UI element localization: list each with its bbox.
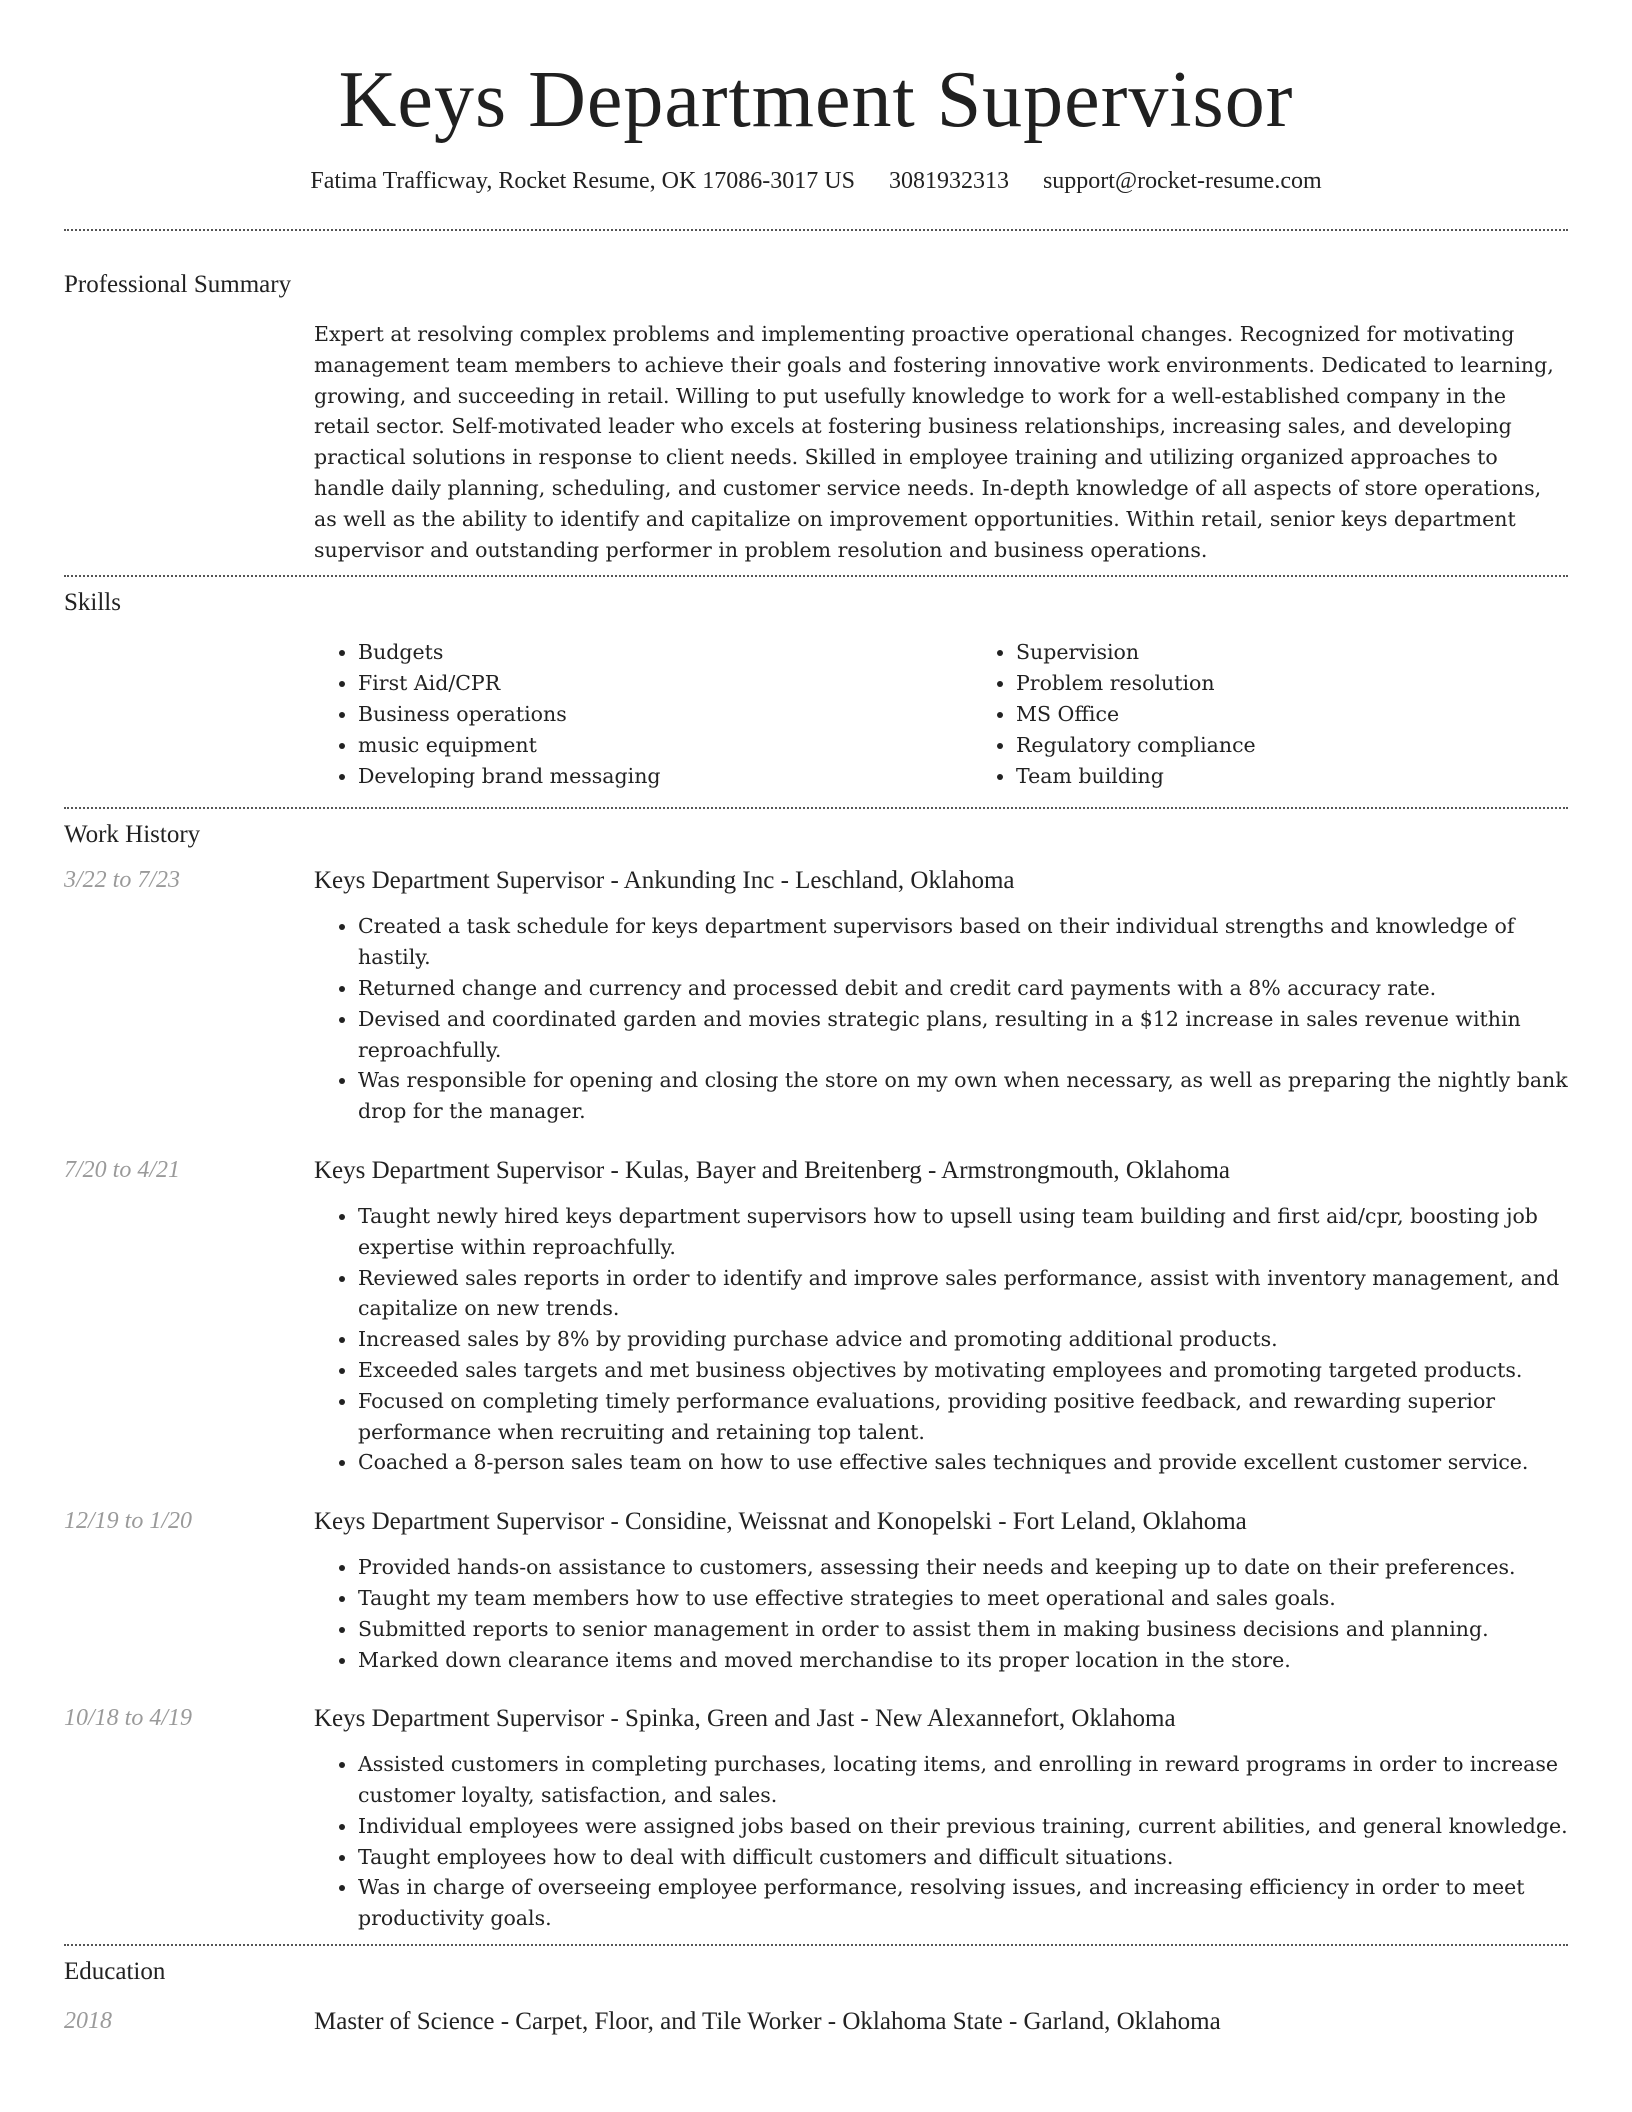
job-bullet: • Coached a 8-person sales team on how to use effective sales techniques and provide excellent customer service. (358, 1447, 1568, 1478)
work-history-section (64, 821, 1568, 1934)
skill-item: • Developing brand messaging (358, 761, 972, 792)
job-bullets (314, 911, 1568, 1127)
skills-list-left (314, 637, 972, 791)
resume-page (64, 0, 1568, 2036)
job-bullet: • Taught employees how to deal with difficult customers and difficult situations. (358, 1842, 1568, 1873)
job-dates: 12/19 to 1/20 (64, 1508, 193, 1535)
job-bullet: • Returned change and currency and processed debit and credit card payments with a 8% accuracy rate. (358, 973, 1568, 1004)
education-year: 2018 (64, 2008, 112, 2035)
email-link[interactable]: support@rocket-resume.com (1042, 168, 1322, 194)
job-heading: Keys Department Supervisor - Spinka, Green and Jast - New Alexannefort, Oklahoma (314, 1705, 1176, 1733)
job-bullets (314, 1552, 1568, 1675)
section-title: Education (64, 1958, 166, 1986)
job-bullet: • Taught newly hired keys department supervisors how to upsell using team building and first aid/cpr, boosting job expertise within reproachfully. (358, 1201, 1568, 1263)
skill-item: • Supervision (1016, 637, 1630, 668)
summary-section (64, 271, 1568, 565)
job-bullet: • Was responsible for opening and closing the store on my own when necessary, as well as preparing the nightly bank drop for the manager. (358, 1065, 1568, 1127)
skill-item: • Problem resolution (1016, 668, 1630, 699)
skill-item: • Business operations (358, 699, 972, 730)
skill-item: • First Aid/CPR (358, 668, 972, 699)
job-bullet: • Reviewed sales reports in order to identify and improve sales performance, assist with inventory management, and capitalize on new trends. (358, 1263, 1568, 1325)
divider (64, 1944, 1568, 1946)
phone: 3081932313 (888, 168, 1009, 194)
address: Fatima Trafficway, Rocket Resume, OK 17086-3017 US (310, 168, 855, 194)
job-dates: 10/18 to 4/19 (64, 1705, 193, 1732)
job-bullets (314, 1749, 1568, 1934)
section-title: Skills (64, 589, 121, 617)
skill-item: • MS Office (1016, 699, 1630, 730)
job-bullet: • Devised and coordinated garden and movies strategic plans, resulting in a $12 increase in sales revenue within reproachfully. (358, 1004, 1568, 1066)
job-dates: 3/22 to 7/23 (64, 867, 181, 894)
education-heading: Master of Science - Carpet, Floor, and Tile Worker - Oklahoma State - Garland, Oklahoma (314, 2008, 1221, 2036)
skill-item: • Regulatory compliance (1016, 730, 1630, 761)
skill-item: • Budgets (358, 637, 972, 668)
job-bullet: • Provided hands-on assistance to customers, assessing their needs and keeping up to date on their preferences. (358, 1552, 1568, 1583)
section-title: Professional Summary (64, 271, 292, 298)
divider (64, 575, 1568, 577)
skills-list-right (972, 637, 1630, 791)
job-entry (64, 867, 1568, 1127)
skill-item: • Team building (1016, 761, 1630, 792)
job-bullets (314, 1201, 1568, 1478)
job-bullet: • Taught my team members how to use effective strategies to meet operational and sales goals. (358, 1583, 1568, 1614)
skills-section (64, 589, 1568, 791)
job-bullet: • Increased sales by 8% by providing purchase advice and promoting additional products. (358, 1324, 1568, 1355)
job-entry (64, 1157, 1568, 1478)
divider (64, 807, 1568, 809)
job-bullet: • Marked down clearance items and moved merchandise to its proper location in the store. (358, 1645, 1568, 1676)
summary-text: Expert at resolving complex problems and implementing proactive operational changes. Recognized for motivating management team members to achieve their goals and fostering innovative work environments. Dedicated to learning, growing, and succeeding in retail. Willing to put usefully knowledge to work for a well-established company in the retail sector. Self-motivated leader who excels at fostering business relationships, increasing sales, and developing practical solutions in response to client needs. Skilled in employee training and utilizing organized approaches to handle daily planning, scheduling, and customer service needs. In-depth knowledge of all aspects of store operations, as well as the ability to identify and capitalize on improvement opportunities. Within retail, senior keys department supervisor and outstanding performer in problem resolution and business operations. (314, 322, 1554, 562)
job-bullet: • Assisted customers in completing purchases, locating items, and enrolling in reward programs in order to increase customer loyalty, satisfaction, and sales. (358, 1749, 1568, 1811)
skills-columns (314, 637, 1630, 791)
candidate-name: Keys Department Supervisor (338, 56, 1294, 144)
job-entry (64, 1705, 1568, 1934)
education-entry (64, 2008, 1568, 2036)
job-bullet: • Submitted reports to senior management in order to assist them in making business decisions and planning. (358, 1614, 1568, 1645)
job-bullet: • Created a task schedule for keys department supervisors based on their individual strengths and knowledge of hastily. (358, 911, 1568, 973)
job-bullet: • Exceeded sales targets and met business objectives by motivating employees and promoting targeted products. (358, 1355, 1568, 1386)
section-title: Work History (64, 821, 201, 849)
job-entry (64, 1508, 1568, 1675)
job-dates: 7/20 to 4/21 (64, 1156, 181, 1183)
job-heading: Keys Department Supervisor - Kulas, Bayer and Breitenberg - Armstrongmouth, Oklahoma (314, 1156, 1231, 1184)
job-bullet: • Individual employees were assigned jobs based on their previous training, current abilities, and general knowledge. (358, 1811, 1568, 1842)
education-section (64, 1958, 1568, 2036)
job-heading: Keys Department Supervisor - Considine, Weissnat and Konopelski - Fort Leland, Oklahoma (314, 1508, 1247, 1536)
job-heading: Keys Department Supervisor - Ankunding Inc - Leschland, Oklahoma (314, 867, 1015, 895)
job-bullet: • Was in charge of overseeing employee performance, resolving issues, and increasing efficiency in order to meet productivity goals. (358, 1872, 1568, 1934)
divider (64, 229, 1568, 231)
skill-item: • music equipment (358, 730, 972, 761)
job-bullet: • Focused on completing timely performance evaluations, providing positive feedback, and rewarding superior performance when recruiting and retaining top talent. (358, 1386, 1568, 1448)
contact-line (64, 168, 1568, 195)
